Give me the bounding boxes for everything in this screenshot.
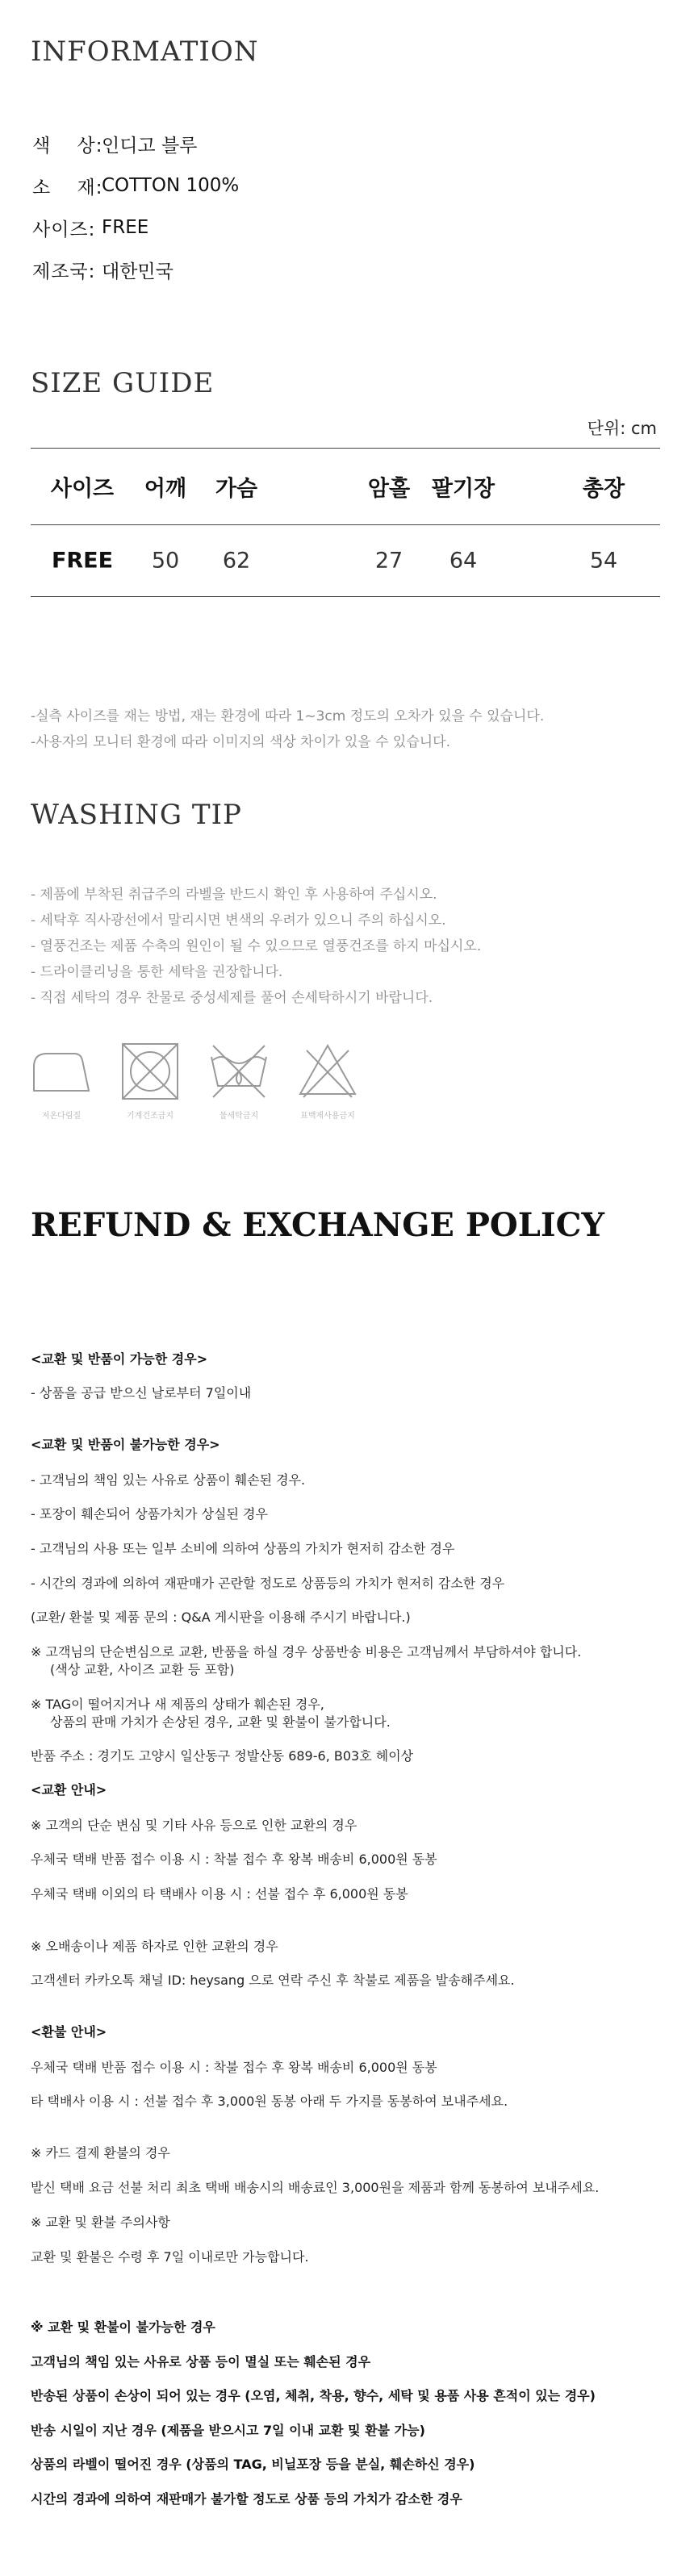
policy-line: - 시간의 경과에 의하여 재판매가 곤란할 정도로 상품등의 가치가 현저히 감소한 경우 [31, 1576, 505, 1591]
policy-line: ※ 고객님의 단순변심으로 교환, 반품을 하실 경우 상품반송 비용은 고객님께서 부담하셔야 합니다. [31, 1644, 582, 1660]
washing-tip: - 열풍건조는 제품 수축의 원인이 될 수 있으므로 열풍건조를 하지 마십시오. [31, 938, 482, 954]
policy-line: ※ 카드 결제 환불의 경우 [31, 2145, 170, 2161]
care-item [294, 1039, 362, 1121]
policy-line: 반송 시일이 지난 경우 (제품을 받으시고 7일 이내 교환 및 환불 가능) [31, 2423, 425, 2438]
washing-tip: - 드라이클리닝을 통한 세탁을 권장합니다. [31, 964, 283, 980]
info-value: 대한민국 [102, 261, 174, 282]
policy-line: ※ 교환 및 환불이 불가능한 경우 [31, 2319, 215, 2335]
policy-line: 상품의 라벨이 떨어진 경우 (상품의 TAG, 비닐포장 등을 분실, 훼손하신 경우) [31, 2457, 475, 2472]
care-item [116, 1039, 184, 1121]
information-heading: INFORMATION [31, 35, 259, 68]
policy-line: <교환 안내> [31, 1782, 107, 1797]
size-unit: 단위: cm [587, 419, 657, 438]
care-caption: 물세탁금지 [219, 1112, 259, 1121]
table-header-row [31, 449, 660, 524]
policy-line: 우체국 택배 반품 접수 이용 시 : 착불 접수 후 왕복 배송비 6,000원 동봉 [31, 2060, 437, 2075]
care-icons [27, 1039, 362, 1121]
header-length: 총장 [582, 476, 625, 502]
size-guide-heading: SIZE GUIDE [31, 367, 215, 399]
cell-chest: 62 [222, 548, 251, 574]
policy-line: 우체국 택배 이외의 타 택배사 이용 시 : 선불 접수 후 6,000원 동봉 [31, 1886, 408, 1902]
washing-tip: - 제품에 부착된 취급주의 라벨을 반드시 확인 후 사용하여 주십시오. [31, 887, 437, 903]
no-wash-icon [207, 1039, 271, 1104]
policy-line: 우체국 택배 반품 접수 이용 시 : 착불 접수 후 왕복 배송비 6,000원 동봉 [31, 1852, 437, 1867]
info-key: 색 상: [32, 135, 103, 157]
care-caption: 표백제사용금지 [300, 1112, 355, 1121]
header-sleeve: 팔기장 [431, 476, 495, 502]
policy-line: ※ 고객의 단순 변심 및 기타 사유 등으로 인한 교환의 경우 [31, 1818, 357, 1833]
cell-armhole: 27 [374, 548, 403, 574]
washing-tip: - 세탁후 직사광선에서 말리시면 변색의 우려가 있으니 주의 하십시오. [31, 912, 446, 929]
policy-line: (교환/ 환불 및 제품 문의 : Q&A 게시판을 이용해 주시기 바랍니다.) [31, 1609, 411, 1625]
cell-sleeve: 64 [449, 548, 478, 574]
policy-line: <교환 및 반품이 가능한 경우> [31, 1351, 208, 1367]
size-table [31, 448, 660, 597]
info-row-color [32, 123, 239, 165]
info-key: 소 재: [32, 177, 103, 198]
info-key: 제조국: [32, 261, 96, 282]
policy-line: - 상품을 공급 받으신 날로부터 7일이내 [31, 1385, 252, 1401]
policy-line: ※ TAG이 떨어지거나 새 제품의 상태가 훼손된 경우, [31, 1697, 324, 1712]
cell-size: FREE [51, 548, 114, 574]
cell-shoulder: 50 [151, 548, 180, 574]
policy-line: 상품의 판매 가치가 손상된 경우, 교환 및 환불이 불가합니다. [50, 1714, 391, 1730]
care-item [205, 1039, 273, 1121]
info-value: 인디고 블루 [102, 135, 198, 157]
info-row-size [32, 207, 239, 248]
policy-line: 교환 및 환불은 수령 후 7일 이내로만 가능합니다. [31, 2249, 309, 2265]
washing-tips [31, 882, 481, 1011]
no-tumble-dry-icon [118, 1039, 182, 1104]
header-shoulder: 어깨 [144, 476, 187, 502]
policy-line: - 포장이 훼손되어 상품가치가 상실된 경우 [31, 1506, 268, 1522]
info-row-origin [32, 248, 239, 290]
policy-line: 반품 주소 : 경기도 고양시 일산동구 정발산동 689-6, B03호 헤이상 [31, 1748, 414, 1764]
cell-length: 54 [589, 548, 618, 574]
policy-line: <교환 및 반품이 불가능한 경우> [31, 1437, 220, 1452]
washing-tip: - 직접 세탁의 경우 찬물로 중성세제를 풀어 손세탁하시기 바랍니다. [31, 990, 433, 1006]
care-caption: 기계건조금지 [127, 1112, 174, 1121]
header-chest: 가슴 [215, 476, 258, 502]
info-value: COTTON 100% [102, 175, 240, 196]
policy-line: 고객님의 책임 있는 사유로 상품 등이 멸실 또는 훼손된 경우 [31, 2354, 371, 2369]
policy-line: 발신 택배 요금 선불 처리 최초 택배 배송시의 배송료인 3,000원을 제품과 함께 동봉하여 보내주세요. [31, 2180, 600, 2195]
info-key: 사이즈: [32, 219, 96, 240]
size-notes [31, 703, 544, 755]
header-armhole: 암홀 [367, 476, 411, 502]
policy-line: ※ 교환 및 환불 주의사항 [31, 2215, 170, 2230]
policy-line: <환불 안내> [31, 2024, 107, 2040]
washing-heading: WASHING TIP [31, 799, 242, 831]
policy-line: 타 택배사 이용 시 : 선불 접수 후 3,000원 동봉 아래 두 가지를 동봉하여 보내주세요. [31, 2094, 508, 2109]
refund-heading: REFUND & EXCHANGE POLICY [31, 1206, 604, 1244]
policy-line: 반송된 상품이 손상이 되어 있는 경우 (오염, 체취, 착용, 향수, 세탁 및 용품 사용 흔적이 있는 경우) [31, 2388, 596, 2403]
info-row-material [32, 165, 239, 207]
info-value: FREE [102, 217, 149, 238]
information-list [32, 123, 239, 290]
policy-line: 고객센터 카카오톡 채널 ID: heysang 으로 연락 주신 후 착불로 제품을 발송해주세요. [31, 1973, 515, 1988]
no-bleach-icon [295, 1039, 360, 1104]
header-size: 사이즈 [50, 476, 115, 502]
policy-line: (색상 교환, 사이즈 교환 등 포함) [50, 1662, 235, 1677]
care-item [27, 1039, 95, 1121]
policy-line: ※ 오배송이나 제품 하자로 인한 교환의 경우 [31, 1939, 278, 1954]
care-caption: 저온다림질 [41, 1112, 82, 1121]
size-note: -실측 사이즈를 재는 방법, 재는 환경에 따라 1~3cm 정도의 오차가 있을 수 있습니다. [31, 708, 545, 724]
size-note: -사용자의 모니터 환경에 따라 이미지의 색상 차이가 있을 수 있습니다. [31, 734, 450, 750]
policy-line: - 고객님의 책임 있는 사유로 상품이 훼손된 경우. [31, 1472, 306, 1488]
policy-line: 시간의 경과에 의하여 재판매가 불가할 정도로 상품 등의 가치가 감소한 경우 [31, 2491, 462, 2507]
table-bottom-rule [31, 596, 660, 597]
iron-low-icon [29, 1039, 94, 1104]
table-row [31, 525, 660, 596]
policy-line: - 고객님의 사용 또는 일부 소비에 의하여 상품의 가치가 현저히 감소한 경우 [31, 1541, 455, 1556]
